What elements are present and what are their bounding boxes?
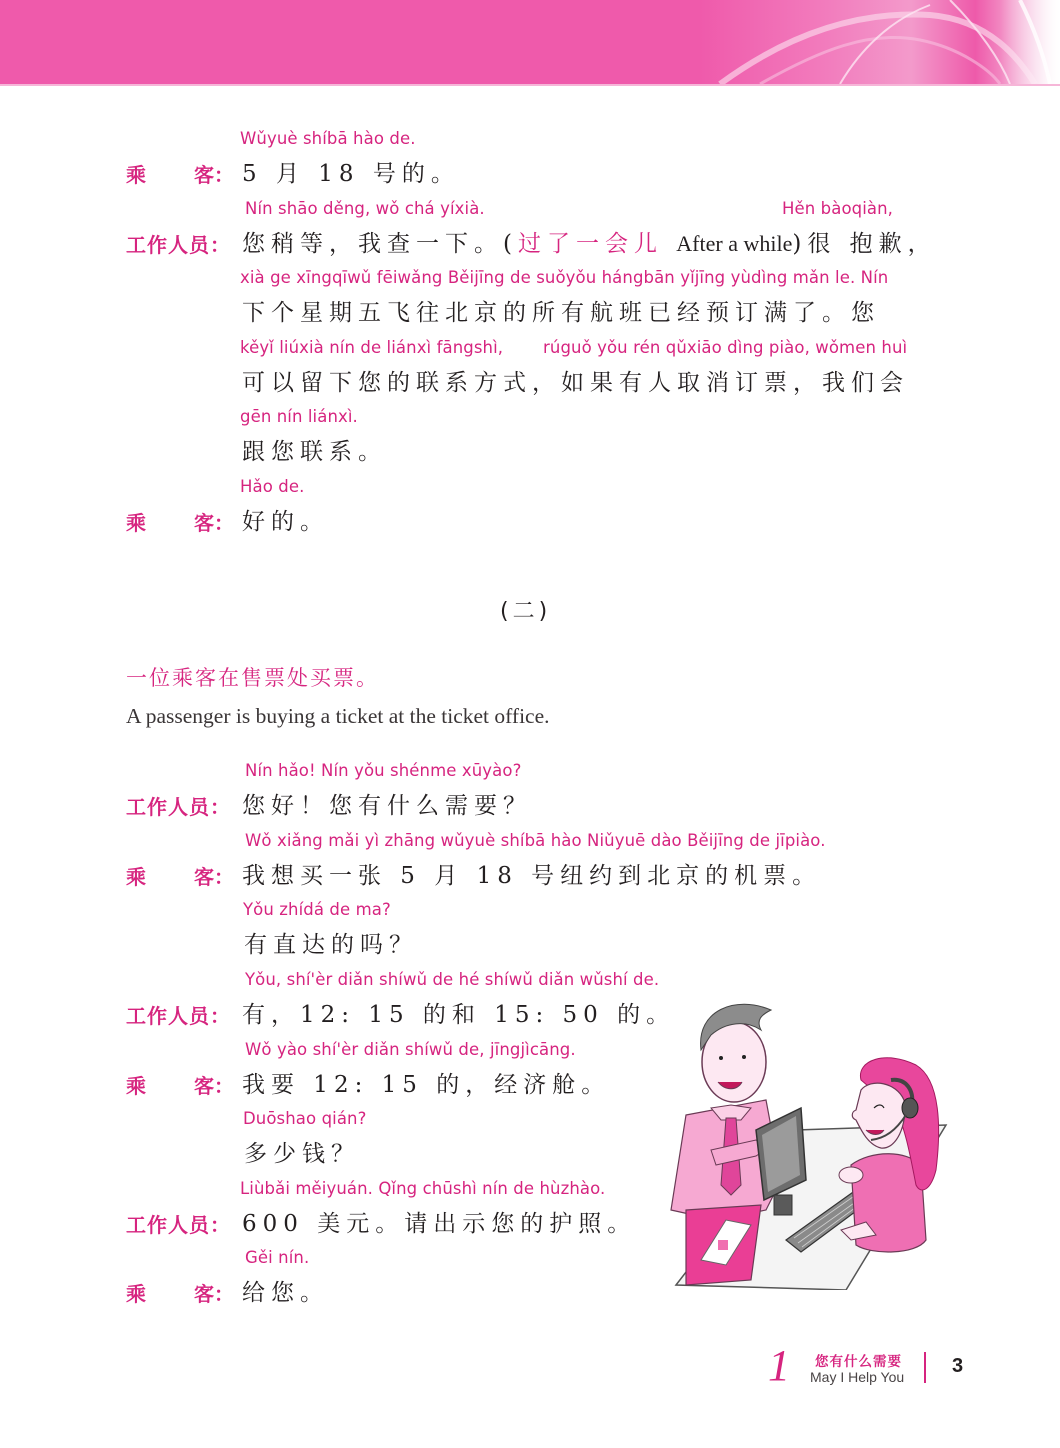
hanzi-line: 好的。	[242, 509, 329, 535]
hanzi-line: 我想买一张 5 月 18 号纽约到北京的机票。	[242, 863, 822, 889]
pinyin-line-right: Hěn bàoqiàn,	[782, 199, 894, 218]
pinyin-line: Duōshao qián?	[243, 1109, 367, 1128]
hanzi-line: 给您。	[242, 1280, 329, 1306]
speaker-staff: 工作人员：	[126, 795, 231, 819]
ticket-counter-illustration	[656, 990, 948, 1290]
pinyin-line-right: rúguǒ yǒu rén qǔxiāo dìng piào, wǒmen huì	[543, 338, 908, 357]
unit-number: 1	[768, 1341, 790, 1390]
pinyin-line: Wǔyuè shíbā hào de.	[240, 129, 416, 148]
pinyin-line: Wǒ yào shí'èr diǎn shíwǔ de, jīngjìcāng.	[245, 1040, 576, 1059]
pinyin-line: xià ge xīngqīwǔ fēiwǎng Běijīng de suǒyǒu hángbān yǐjīng yùdìng mǎn le. Nín	[240, 268, 889, 287]
pinyin-line: Hǎo de.	[240, 477, 305, 496]
hanzi-line: 可以留下您的联系方式，如果有人取消订票，我们会	[242, 370, 909, 396]
hanzi-line: 有，12: 15 的和 15: 50 的。	[242, 1002, 676, 1028]
unit-title-en: May I Help You	[810, 1369, 905, 1385]
header-band	[0, 0, 1060, 84]
pinyin-line: Nín hǎo! Nín yǒu shénme xūyào?	[245, 761, 522, 780]
hanzi-line: 下个星期五飞往北京的所有航班已经预订满了。您	[242, 300, 880, 326]
hanzi-line: 您稍等，我查一下。(过了一会儿 After a while)很 抱歉，	[242, 231, 937, 257]
speaker-staff: 工作人员：	[126, 1213, 231, 1237]
header-divider	[0, 84, 1060, 86]
scene-description-cn: 一位乘客在售票处买票。	[126, 666, 379, 690]
hanzi-line: 您好！您有什么需要？	[242, 793, 532, 819]
pinyin-line: kěyǐ liúxià nín de liánxì fāngshì,	[240, 338, 504, 357]
footer-divider	[924, 1352, 926, 1383]
pinyin-line: Liùbǎi měiyuán. Qǐng chūshì nín de hùzhào.	[240, 1179, 606, 1198]
pinyin-line: Yǒu, shí'èr diǎn shíwǔ de hé shíwǔ diǎn wǔshí de.	[245, 970, 660, 989]
hanzi-line: 有直达的吗？	[244, 932, 418, 958]
hanzi-line: 5 月 18 号的。	[242, 161, 460, 187]
section-title: (二)	[500, 599, 552, 624]
page-number: 3	[952, 1355, 964, 1377]
speaker-staff: 工作人员：	[126, 233, 231, 257]
decorative-swirl-icon	[700, 0, 1060, 84]
unit-title-cn: 您有什么需要	[815, 1354, 902, 1370]
pinyin-line: Nín shāo děng, wǒ chá yíxià.	[245, 199, 485, 218]
hanzi-line: 我要 12: 15 的，经济舱。	[242, 1072, 611, 1098]
pinyin-line: gēn nín liánxì.	[240, 407, 358, 426]
stage-direction-en: After a while	[676, 231, 793, 256]
hanzi-line: 跟您联系。	[242, 439, 387, 465]
pinyin-line: Gěi nín.	[245, 1248, 310, 1267]
scene-description-en: A passenger is buying a ticket at the ticket office.	[126, 704, 550, 728]
stage-direction-cn: 过了一会儿	[517, 231, 663, 257]
hanzi-line: 多少钱？	[244, 1141, 360, 1167]
pinyin-line: Yǒu zhídá de ma?	[243, 900, 391, 919]
hanzi-line: 600 美元。请出示您的护照。	[242, 1211, 637, 1237]
speaker-staff: 工作人员：	[126, 1004, 231, 1028]
pinyin-line: Wǒ xiǎng mǎi yì zhāng wǔyuè shíbā hào Niǔyuē dào Běijīng de jīpiào.	[245, 831, 826, 850]
